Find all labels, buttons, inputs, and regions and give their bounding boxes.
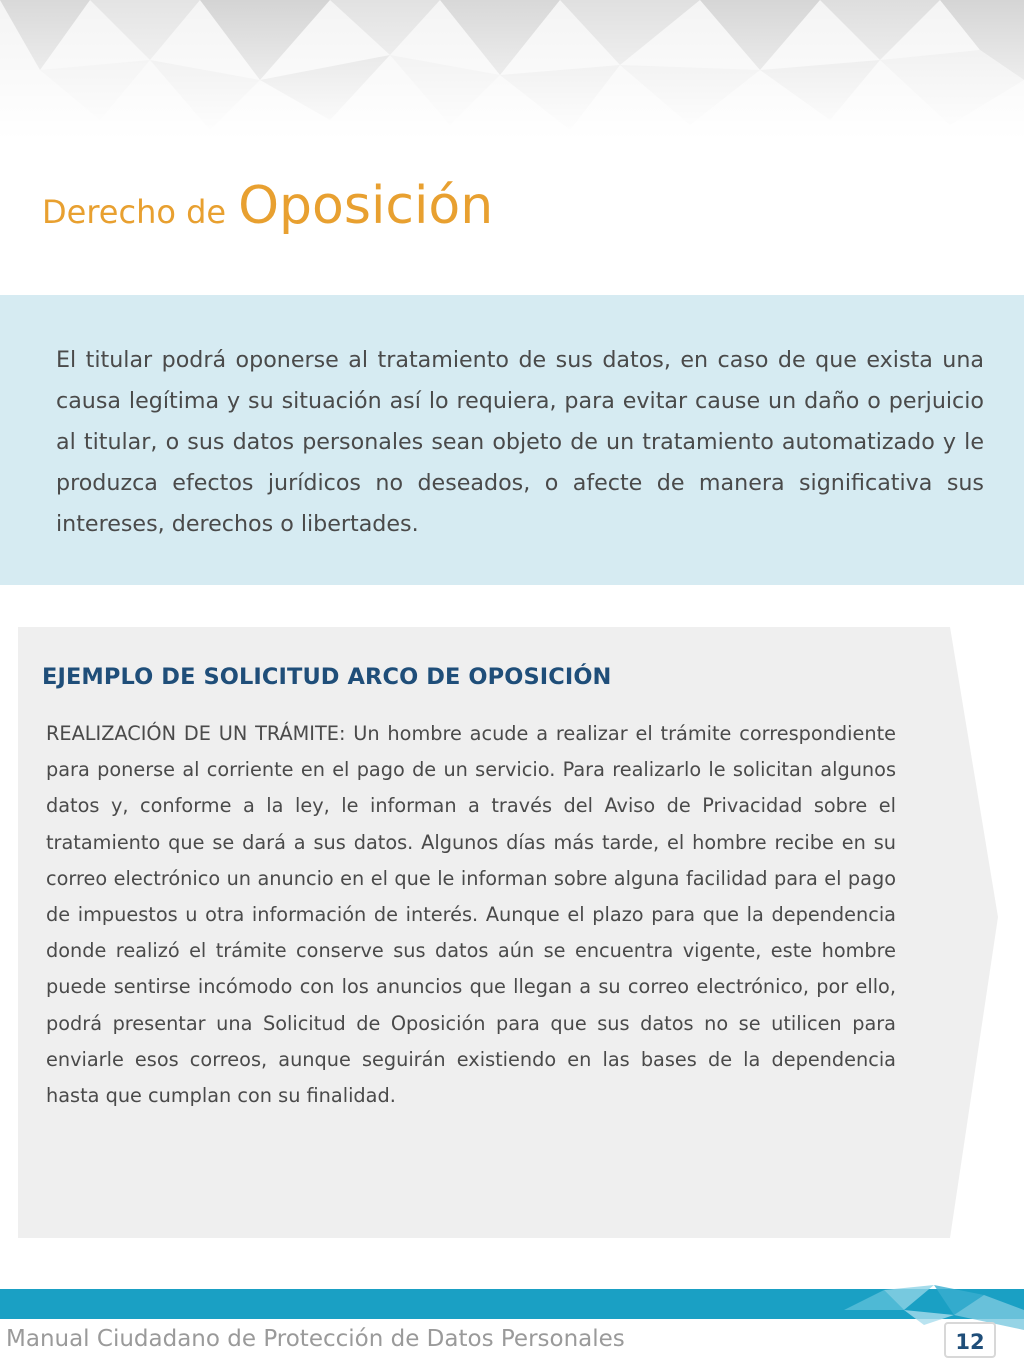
- example-text: REALIZACIÓN DE UN TRÁMITE: Un hombre acude a realizar el trámite correspondiente para ponerse al corriente en el pago de un servicio. Para realizarlo le solicitan algunos datos y, conforme a la ley, le informan a través del Aviso de Privacidad sobre el tratamiento que se dará a sus datos. Algunos días más tarde, el hombre recibe en su correo electrónico un anuncio en el que le informan sobre alguna facilidad para el pago de impuestos u otra información de interés. Aunque el plazo para que la dependencia donde realizó el trámite conserve sus datos aún se encuentra vigente, este hombre puede sentirse incómodo con los anuncios que llegan a su correo electrónico, por ello, podrá presentar una Solicitud de Oposición para que sus datos no se utilicen para enviarle esos correos, aunque seguirán existiendo en las bases de la dependencia hasta que cumplan con su finalidad.: [46, 722, 896, 1108]
- page-title: [42, 176, 493, 236]
- page-number: 12: [944, 1322, 996, 1358]
- example-heading: EJEMPLO DE SOLICITUD ARCO DE OPOSICIÓN: [42, 664, 612, 690]
- page-title-prefix: Derecho de: [42, 193, 227, 231]
- intro-text: El titular podrá oponerse al tratamiento de sus datos, en caso de que exista una causa legítima y su situación así lo requiera, para evitar cause un daño o perjuicio al titular, o sus datos personales sean objeto de un tratamiento automatizado y le produzca efectos jurídicos no deseados, o afecte de manera significativa sus intereses, derechos o libertades.: [56, 347, 984, 537]
- page-title-main: Oposición: [238, 176, 494, 236]
- header-geometric-pattern: [0, 0, 1024, 140]
- footer-manual-title: Manual Ciudadano de Protección de Datos Personales: [6, 1326, 625, 1352]
